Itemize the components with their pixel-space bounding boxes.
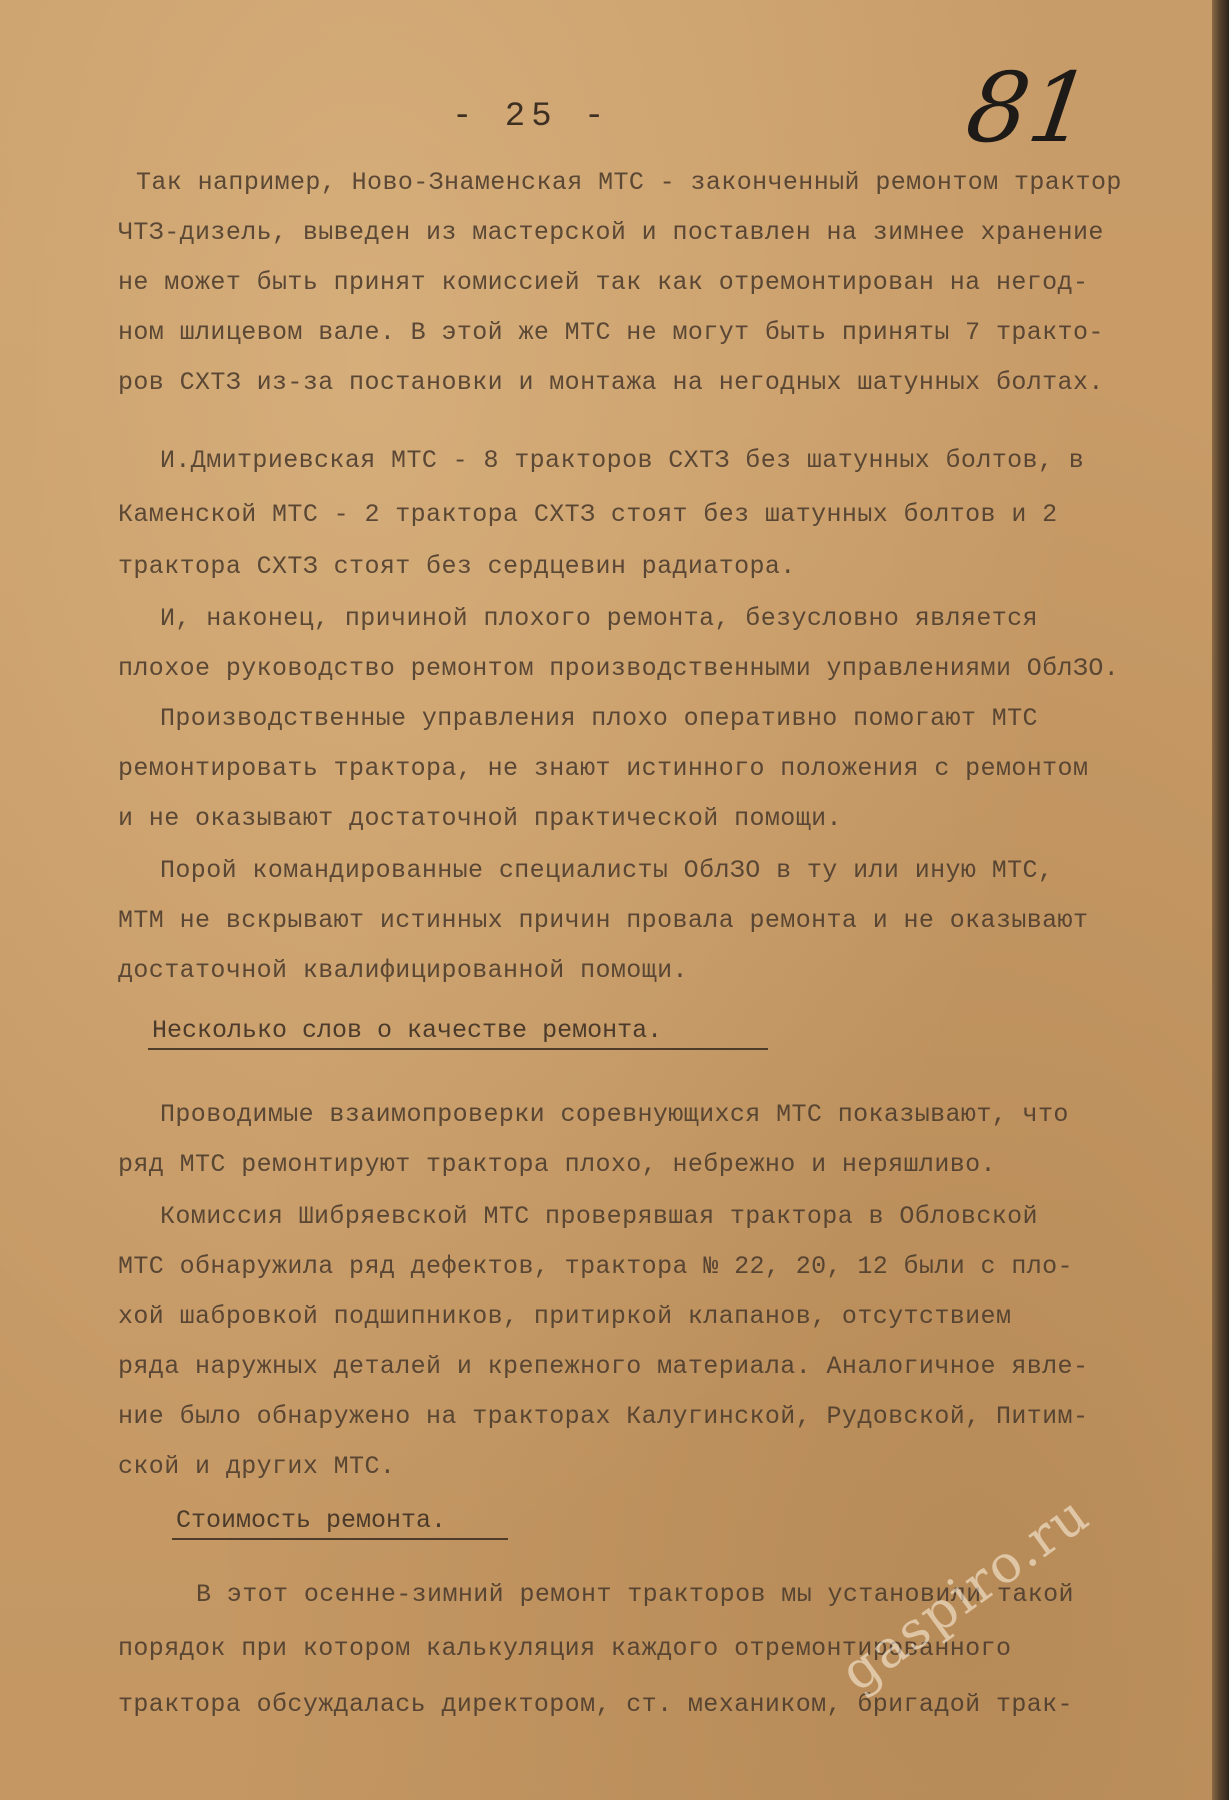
page-binding-edge <box>1212 0 1229 1800</box>
text-line: ряда наружных деталей и крепежного материала. Аналогичное явле- <box>118 1352 1089 1381</box>
text-line: Так например, Ново-Знаменская МТС - законченный ремонтом трактор <box>136 168 1122 197</box>
text-line: трактора обсуждалась директором, ст. механиком, бригадой трак- <box>118 1690 1073 1719</box>
text-line: ской и других МТС. <box>118 1452 396 1481</box>
text-line: МТС обнаружила ряд дефектов, трактора № 22, 20, 12 были с пло- <box>118 1252 1073 1281</box>
text-line: ряд МТС ремонтируют трактора плохо, небрежно и неряшливо. <box>118 1150 996 1179</box>
handwritten-folio-number: 81 <box>960 52 1099 164</box>
text-line: хой шабровкой подшипников, притиркой клапанов, отсутствием <box>118 1302 1012 1331</box>
text-line: Проводимые взаимопроверки соревнующихся МТС показывают, что <box>160 1100 1069 1129</box>
text-line: плохое руководство ремонтом производственными управлениями ОблЗО. <box>118 654 1120 683</box>
text-line: ние было обнаружено на тракторах Калугинской, Рудовской, Питим- <box>118 1402 1089 1431</box>
text-line: Каменской МТС - 2 трактора СХТЗ стоят без шатунных болтов и 2 <box>118 500 1058 529</box>
text-line: достаточной квалифицированной помощи. <box>118 956 688 985</box>
text-line: Порой командированные специалисты ОблЗО в ту или иную МТС, <box>160 856 1054 885</box>
text-line: ремонтировать трактора, не знают истинного положения с ремонтом <box>118 754 1089 783</box>
text-line: не может быть принят комиссией так как отремонтирован на негод- <box>118 268 1089 297</box>
text-line: И.Дмитриевская МТС - 8 тракторов СХТЗ без шатунных болтов, в <box>160 446 1085 475</box>
text-line: МТМ не вскрывают истинных причин провала ремонта и не оказывают <box>118 906 1089 935</box>
section-heading-quality: Несколько слов о качестве ремонта. <box>152 1016 663 1045</box>
section-heading-cost: Стоимость ремонта. <box>176 1506 447 1535</box>
text-line: Производственные управления плохо оперативно помогают МТС <box>160 704 1038 733</box>
heading-underline <box>148 1048 768 1050</box>
text-line: порядок при котором калькуляция каждого отремонтированного <box>118 1634 1012 1663</box>
text-line: Комиссия Шибряевской МТС проверявшая трактора в Обловской <box>160 1202 1038 1231</box>
watermark: gaspiro.ru <box>830 1483 1101 1704</box>
text-line: трактора СХТЗ стоят без сердцевин радиатора. <box>118 552 796 581</box>
text-line: ров СХТЗ из-за постановки и монтажа на негодных шатунных болтах. <box>118 368 1104 397</box>
heading-underline <box>172 1538 508 1540</box>
text-line: И, наконец, причиной плохого ремонта, безусловно является <box>160 604 1038 633</box>
text-line: В этот осенне-зимний ремонт тракторов мы установили такой <box>196 1580 1074 1609</box>
text-line: ЧТЗ-дизель, выведен из мастерской и поставлен на зимнее хранение <box>118 218 1104 247</box>
text-line: ном шлицевом вале. В этой же МТС не могут быть приняты 7 тракто- <box>118 318 1104 347</box>
page-number: - 25 - <box>452 98 611 136</box>
text-line: и не оказывают достаточной практической помощи. <box>118 804 842 833</box>
